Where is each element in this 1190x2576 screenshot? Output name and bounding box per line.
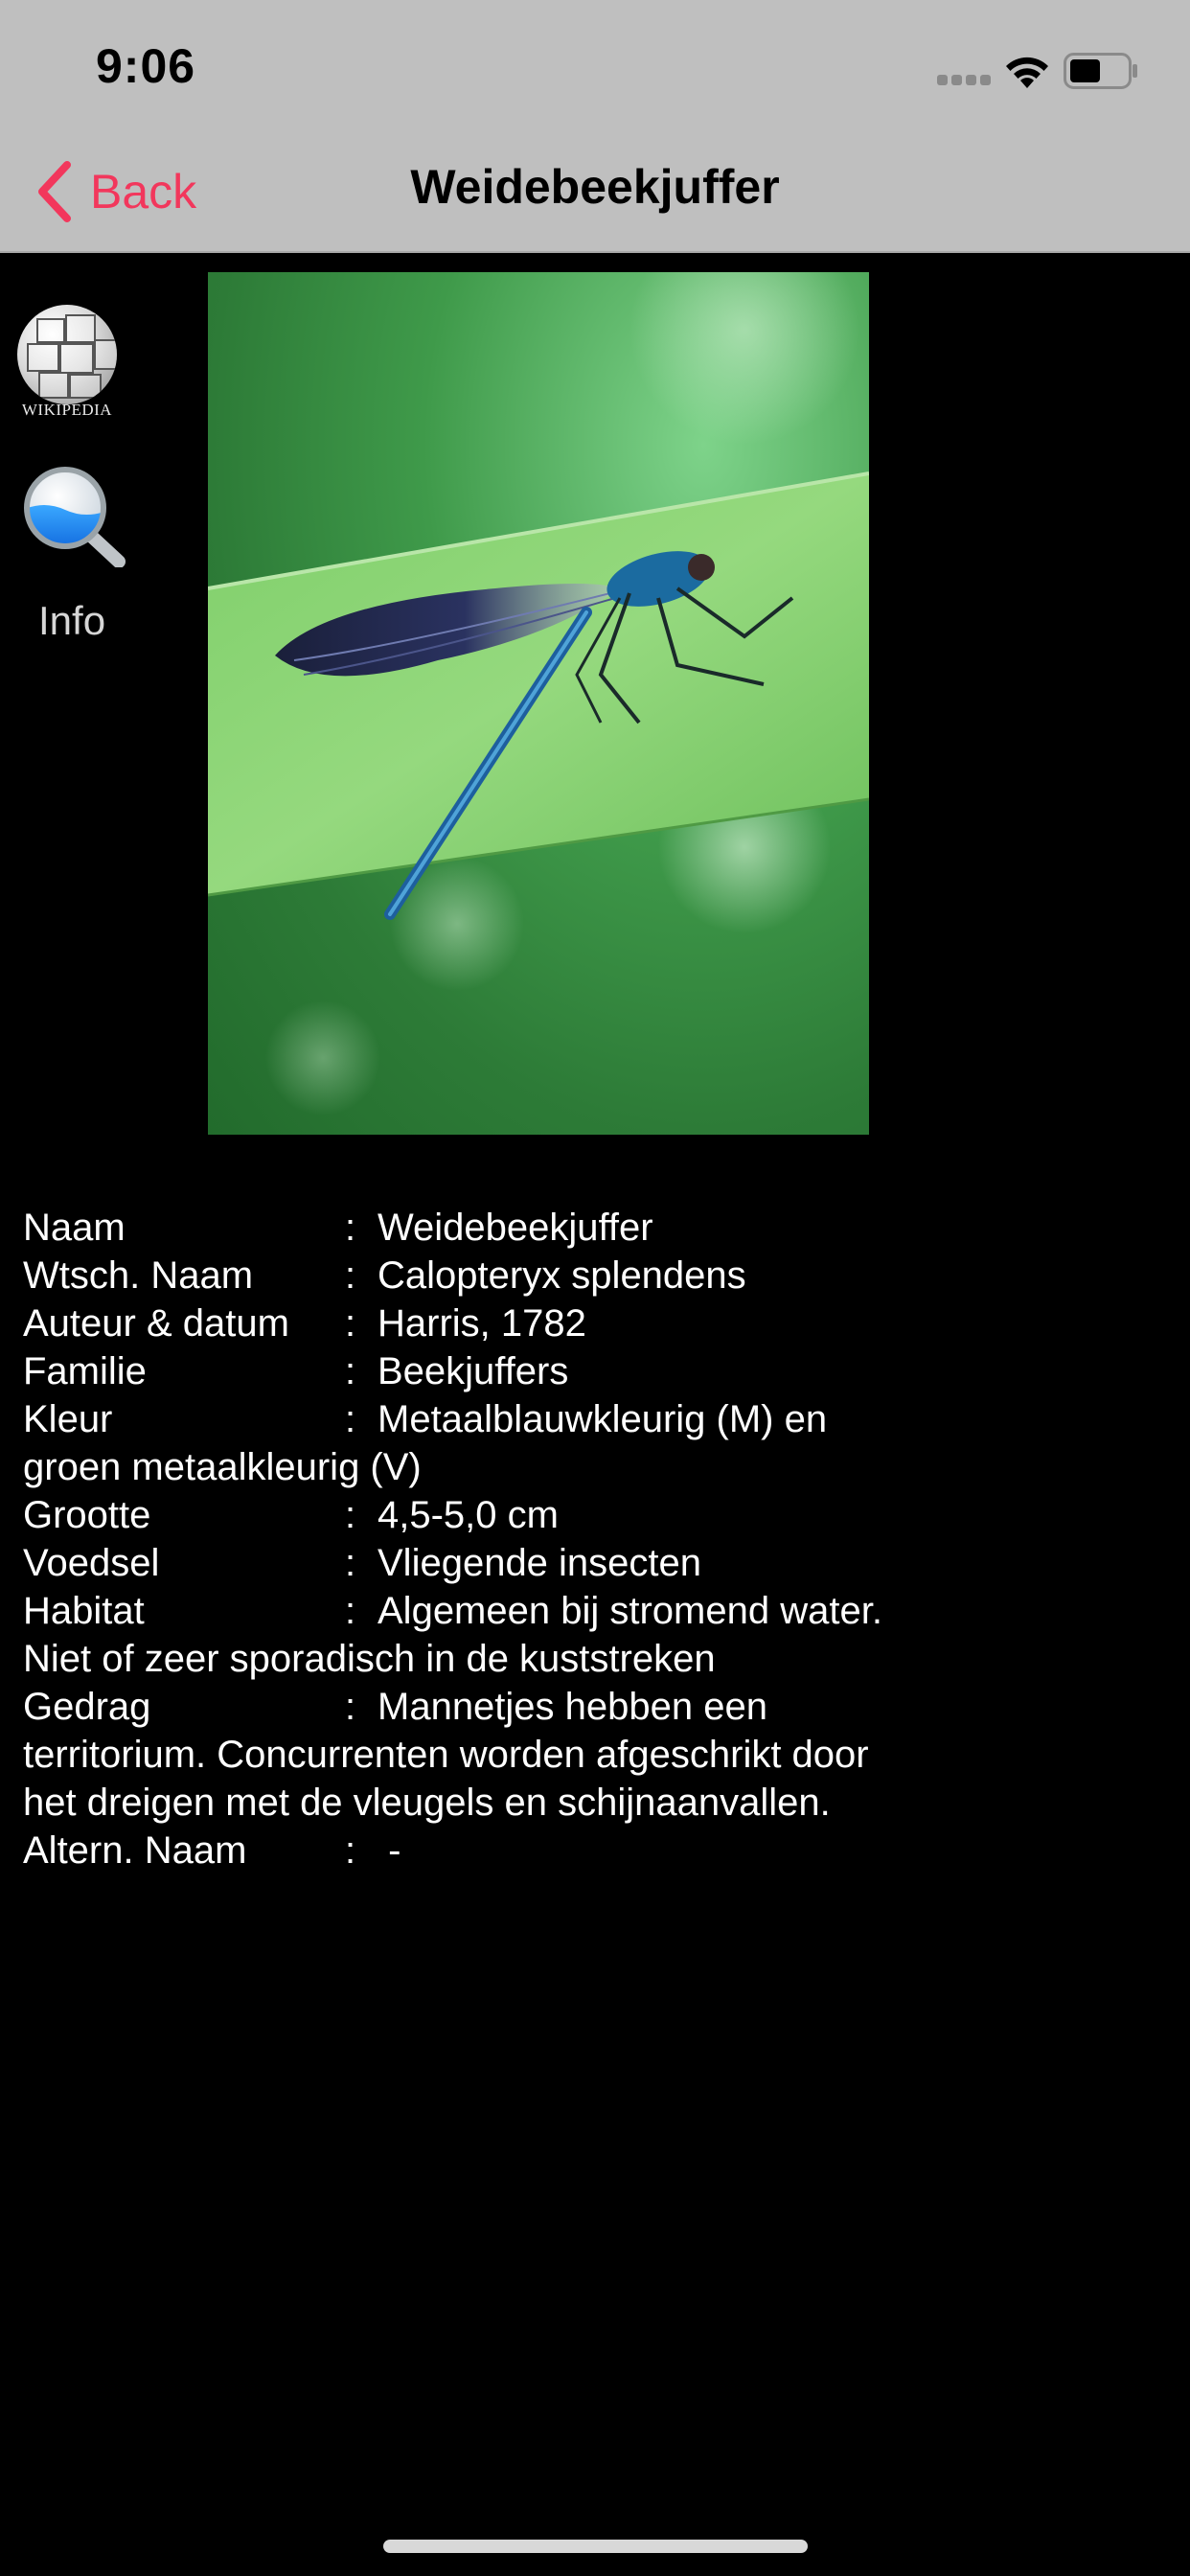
detail-label: Familie (23, 1350, 147, 1392)
battery-icon (1064, 53, 1138, 89)
info-label[interactable]: Info (38, 598, 106, 643)
detail-separator: : (345, 1302, 356, 1345)
detail-row (23, 1491, 885, 1539)
detail-row (23, 1347, 885, 1395)
detail-label: Gedrag (23, 1686, 151, 1728)
dragonfly-photo (208, 272, 869, 1135)
detail-label: Auteur & datum (23, 1302, 289, 1345)
detail-label: Grootte (23, 1494, 151, 1536)
detail-separator: : (345, 1829, 356, 1872)
page-title: Weidebeekjuffer (410, 160, 780, 214)
detail-label: Wtsch. Naam (23, 1254, 254, 1297)
detail-value: Beekjuffers (378, 1350, 569, 1392)
detail-label: Habitat (23, 1590, 145, 1632)
detail-label: Altern. Naam (23, 1829, 247, 1872)
wifi-icon (1003, 52, 1051, 90)
detail-value: Mannetjes hebben een territorium. Concurrenten worden afgeschrikt door het dreigen met de vleugels en schijnaanvallen. (23, 1686, 869, 1824)
detail-row (23, 1683, 885, 1827)
navigation-bar (0, 0, 1190, 253)
detail-row (23, 1587, 885, 1683)
detail-separator: : (345, 1590, 356, 1632)
back-label: Back (90, 165, 197, 218)
detail-value: Harris, 1782 (378, 1302, 586, 1345)
detail-separator: : (345, 1398, 356, 1440)
detail-label: Kleur (23, 1398, 113, 1440)
detail-value: 4,5-5,0 cm (378, 1494, 559, 1536)
detail-value: Weidebeekjuffer (378, 1207, 653, 1249)
home-indicator[interactable] (383, 2540, 808, 2553)
cellular-signal-icon (937, 75, 993, 86)
detail-row (23, 1539, 885, 1587)
detail-value: Metaalblauwkleurig (M) en groen metaalkleurig (V) (23, 1398, 828, 1488)
detail-value: Algemeen bij stromend water. Niet of zeer sporadisch in de kuststreken (23, 1590, 882, 1680)
detail-row (23, 1827, 885, 1874)
detail-value: Vliegende insecten (378, 1542, 702, 1584)
detail-separator: : (345, 1207, 356, 1249)
detail-row (23, 1300, 885, 1347)
detail-label: Voedsel (23, 1542, 160, 1584)
detail-separator: : (345, 1494, 356, 1536)
detail-separator: : (345, 1686, 356, 1728)
wikipedia-wordmark: WIKIPEDIA (21, 401, 113, 419)
detail-label: Naam (23, 1207, 126, 1249)
detail-separator: : (345, 1254, 356, 1297)
status-time: 9:06 (96, 39, 196, 93)
detail-row (23, 1252, 885, 1300)
detail-separator: : (345, 1542, 356, 1584)
detail-value: - (378, 1829, 401, 1872)
wikipedia-button[interactable] (13, 305, 119, 418)
detail-separator: : (345, 1350, 356, 1392)
detail-row (23, 1204, 885, 1252)
species-details (23, 1204, 885, 1874)
detail-row (23, 1395, 885, 1491)
detail-value: Calopteryx splendens (378, 1254, 746, 1297)
magnifier-icon[interactable] (13, 462, 128, 567)
wikipedia-globe-icon (17, 305, 117, 404)
